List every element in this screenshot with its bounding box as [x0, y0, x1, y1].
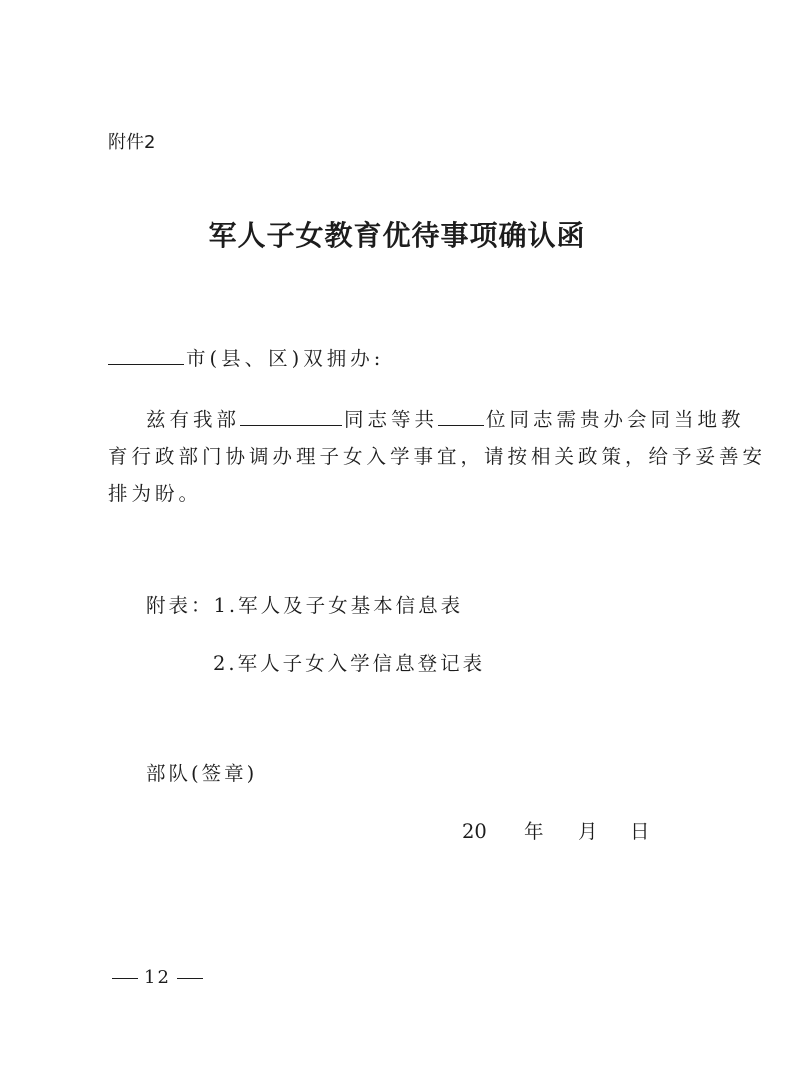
city-blank	[108, 344, 184, 365]
date-month-label: 月	[578, 820, 598, 843]
addressee-suffix: 市(县、区)双拥办:	[186, 347, 385, 370]
body-paragraph-line-1	[146, 405, 745, 434]
body-text-2: 育行政部门协调办理子女入学事宜，请按相关政策，给予妥善安	[108, 445, 767, 468]
count-blank	[438, 405, 484, 426]
document-title: 军人子女教育优待事项确认函	[208, 219, 586, 252]
right-dash	[177, 978, 203, 979]
name-blank	[240, 405, 342, 426]
body-text-1b: 同志等共	[344, 408, 439, 431]
body-text-1c: 位同志需贵办会同当地教	[486, 408, 745, 431]
attachment-item-1: 附表：1.军人及子女基本信息表	[146, 594, 464, 617]
left-dash	[112, 978, 138, 979]
body-paragraph-line-2	[108, 443, 766, 471]
addressee-line	[108, 344, 384, 373]
date-year-prefix: 20	[462, 820, 487, 843]
attachment-item-2: 2.军人子女入学信息登记表	[213, 652, 486, 675]
signature-label: 部队(签章)	[146, 762, 258, 785]
body-paragraph-line-3	[108, 480, 202, 508]
body-text-3: 排为盼。	[108, 482, 203, 505]
body-text-1a: 兹有我部	[146, 408, 241, 431]
date-day-label: 日	[630, 820, 650, 843]
page-footer	[106, 966, 209, 990]
date-year-label: 年	[524, 820, 544, 843]
page-number: 12	[144, 967, 171, 988]
attachment-label: 附件2	[108, 132, 156, 153]
